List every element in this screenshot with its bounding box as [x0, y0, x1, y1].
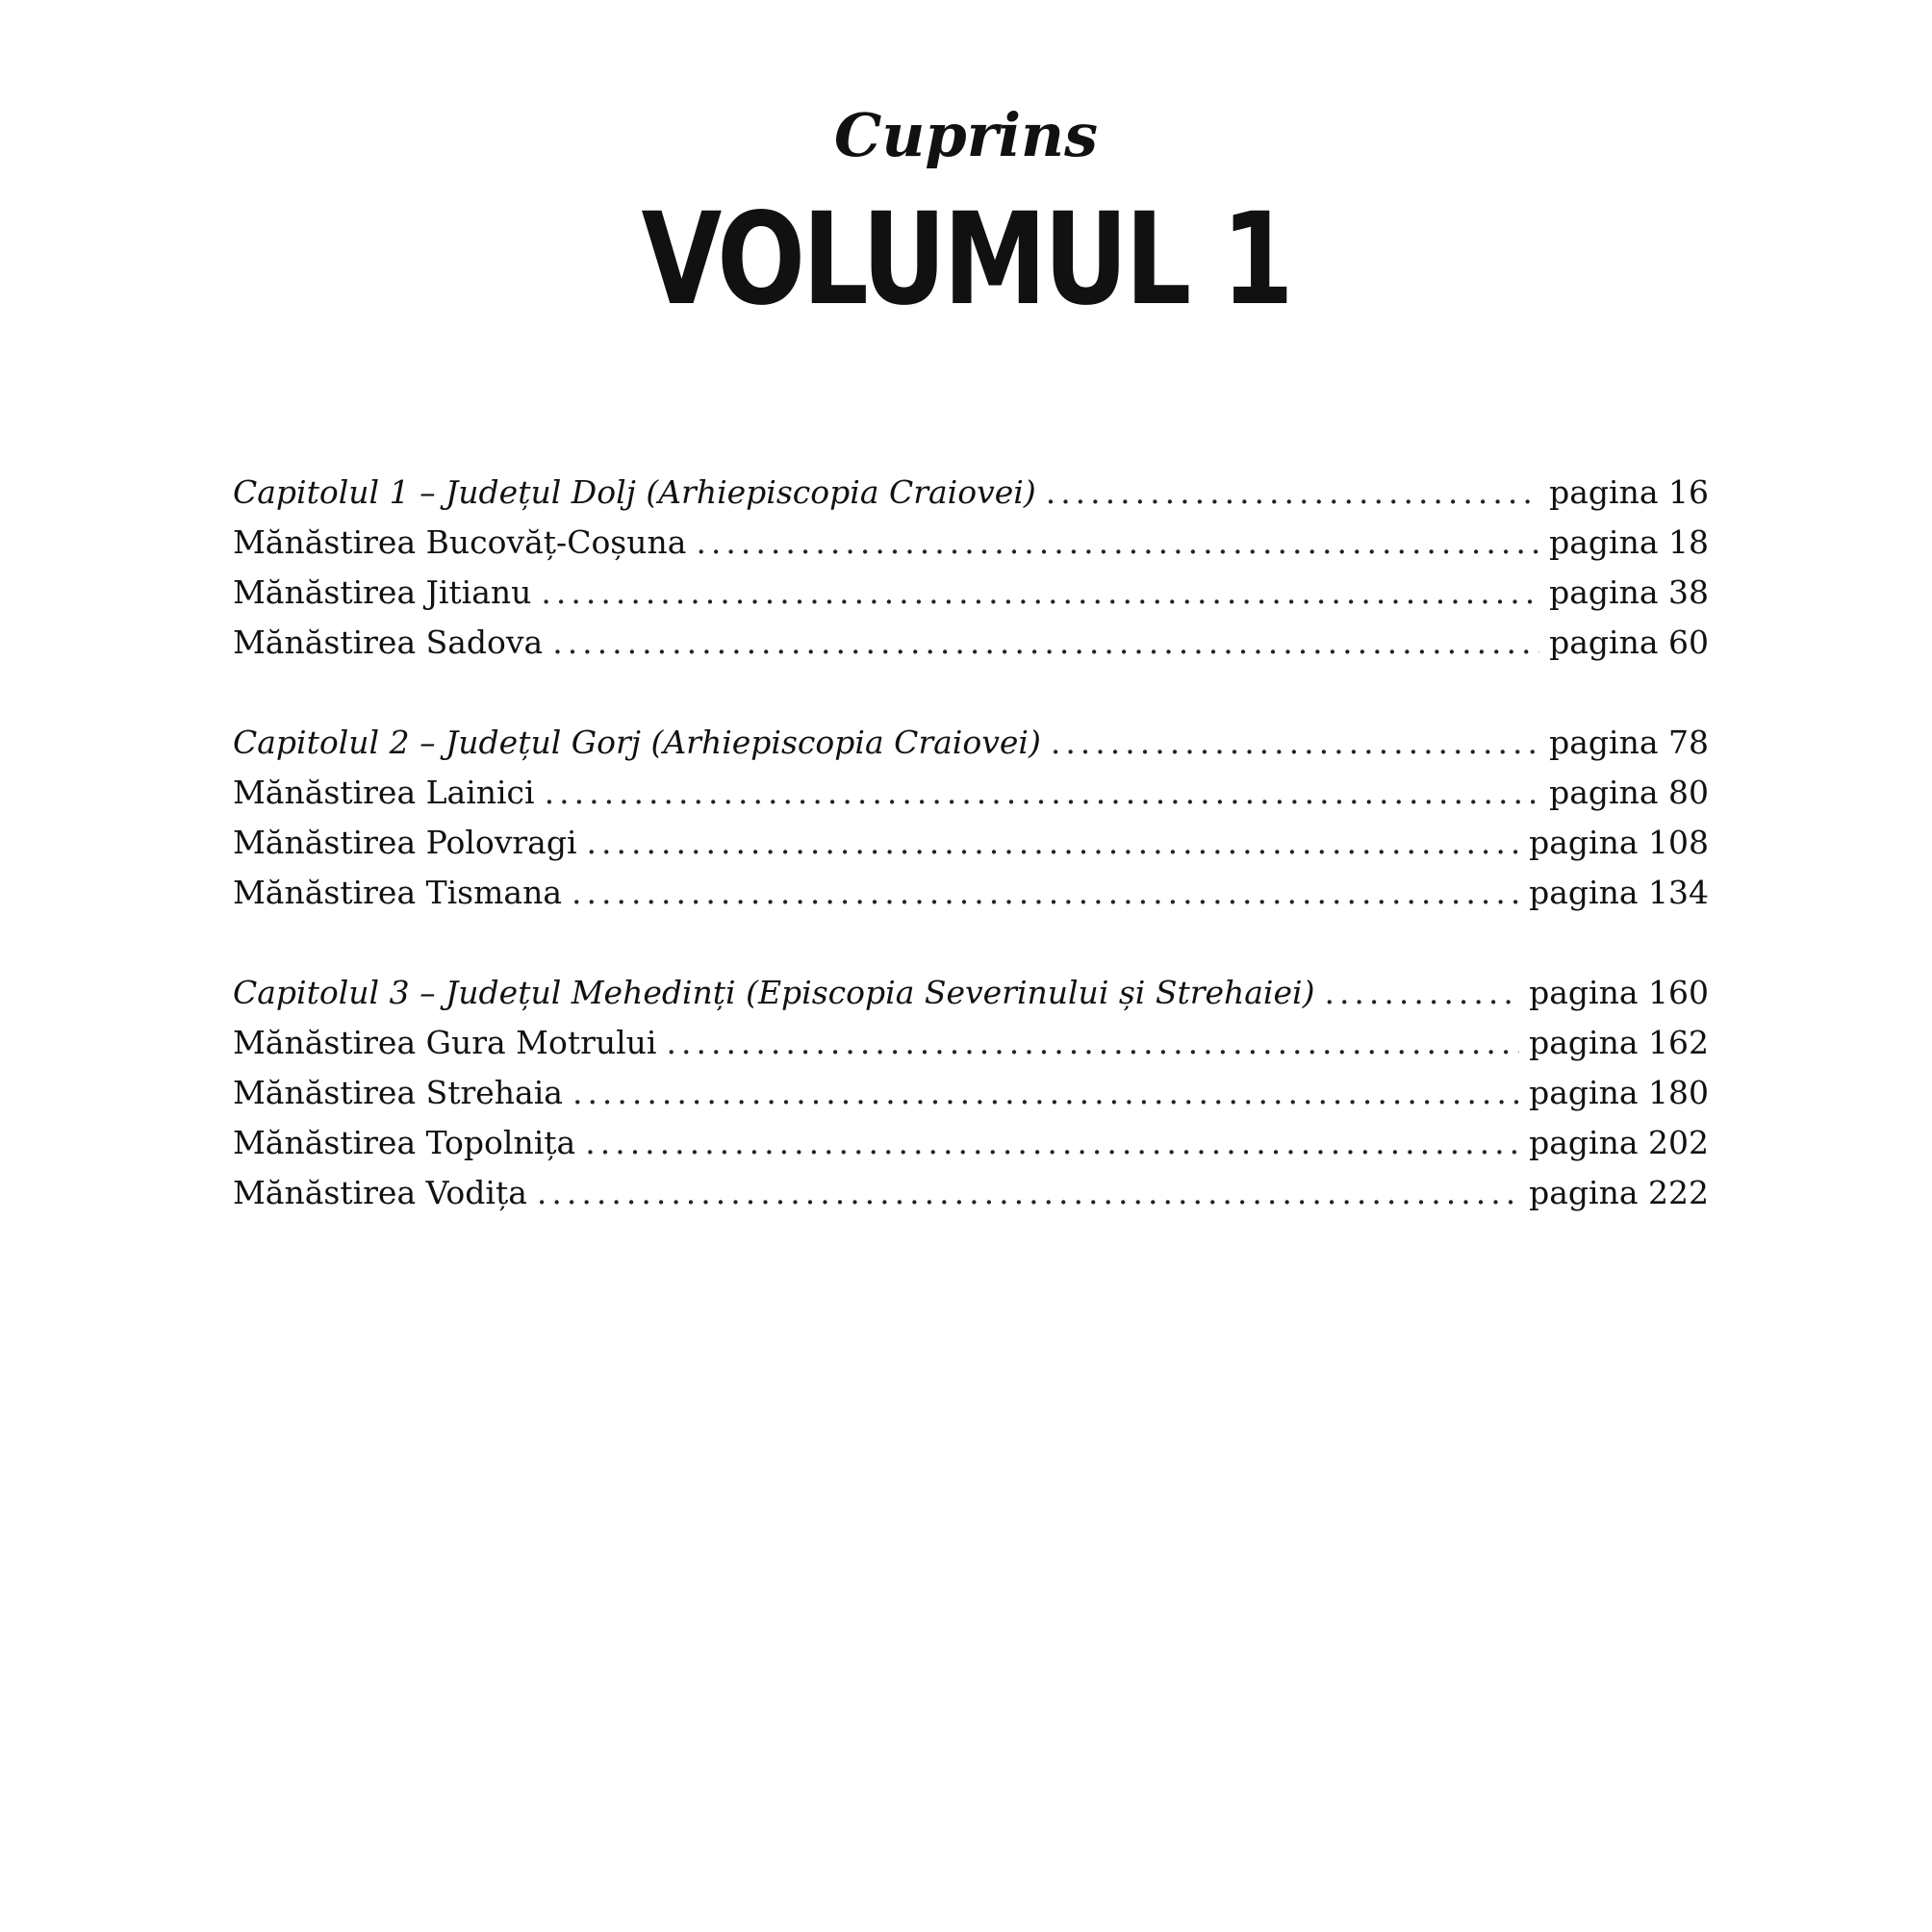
dot-leader	[572, 868, 1519, 918]
toc-entry[interactable]	[233, 768, 1709, 818]
page-reference: pagina 134	[1529, 874, 1709, 911]
toc-entry[interactable]	[233, 1168, 1709, 1218]
dot-leader	[537, 1168, 1519, 1218]
page-reference: pagina 222	[1529, 1174, 1709, 1211]
dot-leader	[585, 1118, 1519, 1168]
entry-title: Mănăstirea Bucovăț-Coșuna	[233, 523, 687, 561]
entry-title: Mănăstirea Polovragi	[233, 824, 577, 861]
page-reference: pagina 80	[1549, 774, 1709, 811]
toc-entry[interactable]	[233, 1018, 1709, 1068]
page-reference: pagina 78	[1549, 724, 1709, 761]
entry-title: Mănăstirea Jitianu	[233, 573, 532, 611]
dot-leader	[572, 1068, 1519, 1118]
page-reference: pagina 60	[1549, 623, 1709, 661]
dot-leader	[545, 768, 1540, 818]
page-reference: pagina 108	[1529, 824, 1709, 861]
entry-title: Mănăstirea Gura Motrului	[233, 1024, 657, 1061]
entry-title: Mănăstirea Sadova	[233, 623, 544, 661]
dot-leader	[1046, 468, 1539, 518]
entry-title: Mănăstirea Topolnița	[233, 1124, 576, 1161]
table-of-contents	[233, 468, 1709, 1268]
page-reference: pagina 160	[1529, 974, 1709, 1011]
dot-leader	[696, 518, 1539, 568]
toc-entry[interactable]	[233, 568, 1709, 618]
chapter-title: Capitolul 2 – Județul Gorj (Arhiepiscopia Craiovei)	[233, 724, 1041, 761]
chapter-row[interactable]	[233, 968, 1709, 1018]
chapter-group-1	[233, 468, 1709, 668]
entry-title: Mănăstirea Tismana	[233, 874, 563, 911]
entry-title: Mănăstirea Lainici	[233, 774, 535, 811]
chapter-group-2	[233, 718, 1709, 918]
toc-entry[interactable]	[233, 518, 1709, 568]
toc-entry[interactable]	[233, 1118, 1709, 1168]
dot-leader	[1051, 718, 1539, 768]
toc-entry[interactable]	[233, 868, 1709, 918]
chapter-group-3	[233, 968, 1709, 1218]
page-reference: pagina 202	[1529, 1124, 1709, 1161]
dot-leader	[541, 568, 1539, 618]
dot-leader	[552, 618, 1539, 668]
toc-entry[interactable]	[233, 618, 1709, 668]
page-reference: pagina 18	[1549, 523, 1709, 561]
chapter-row[interactable]	[233, 468, 1709, 518]
page-reference: pagina 162	[1529, 1024, 1709, 1061]
toc-entry[interactable]	[233, 818, 1709, 868]
entry-title: Mănăstirea Vodița	[233, 1174, 527, 1211]
page-reference: pagina 180	[1529, 1074, 1709, 1111]
dot-leader	[666, 1018, 1519, 1068]
dot-leader	[587, 818, 1520, 868]
chapter-title: Capitolul 1 – Județul Dolj (Arhiepiscopia Craiovei)	[233, 473, 1036, 511]
volume-title: VOLUMUL 1	[641, 186, 1291, 334]
page-reference: pagina 16	[1549, 473, 1709, 511]
toc-entry[interactable]	[233, 1068, 1709, 1118]
entry-title: Mănăstirea Strehaia	[233, 1074, 563, 1111]
dot-leader	[1324, 968, 1519, 1018]
chapter-title: Capitolul 3 – Județul Mehedinți (Episcopia Severinului și Strehaiei)	[233, 974, 1315, 1011]
page-heading: Cuprins	[834, 100, 1098, 170]
chapter-row[interactable]	[233, 718, 1709, 768]
page-reference: pagina 38	[1549, 573, 1709, 611]
